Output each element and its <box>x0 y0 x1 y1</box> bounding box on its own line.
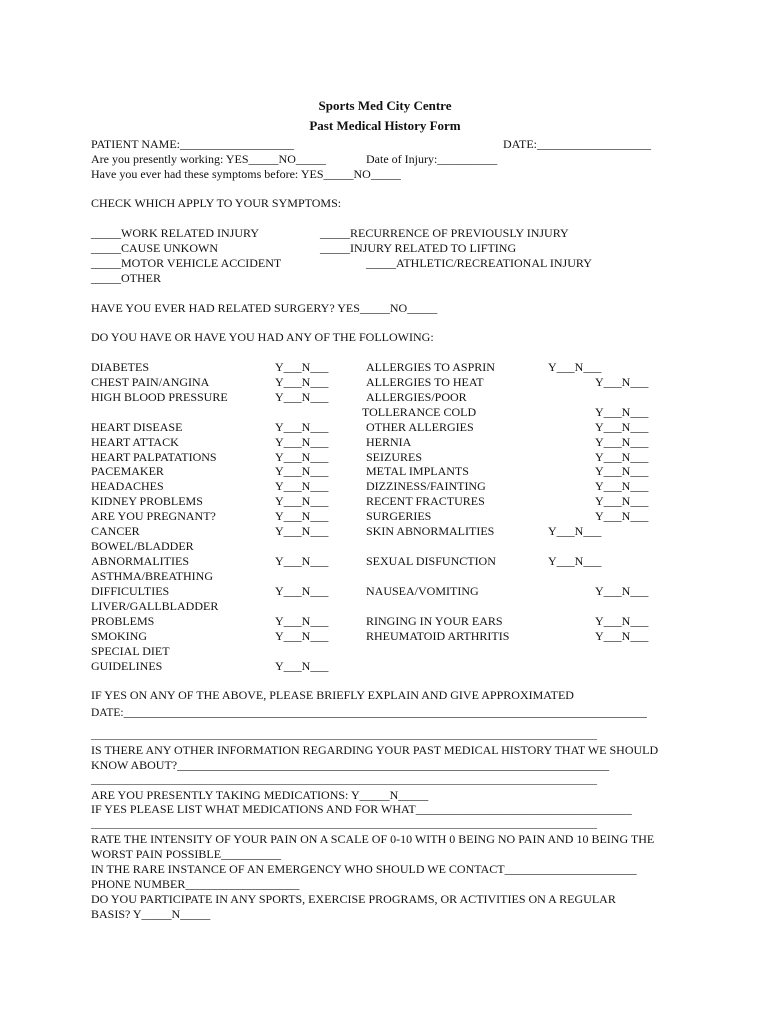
yes-no-field[interactable]: Y___N___ <box>595 614 649 628</box>
date-field[interactable]: DATE:___________________ <box>503 137 651 151</box>
form-title: Past Medical History Form <box>309 118 461 133</box>
yes-no-field[interactable]: Y___N___ <box>595 405 649 419</box>
yes-no-field[interactable]: Y___N___ <box>595 584 649 598</box>
yes-no-field[interactable]: Y___N___ <box>275 659 329 673</box>
condition-label: METAL IMPLANTS <box>366 464 469 478</box>
condition-label: LIVER/GALLBLADDER <box>91 599 219 613</box>
sports-question: DO YOU PARTICIPATE IN ANY SPORTS, EXERCISE PROGRAMS, OR ACTIVITIES ON A REGULAR <box>91 892 616 906</box>
condition-label: OTHER ALLERGIES <box>366 420 474 434</box>
medications-question[interactable]: ARE YOU PRESENTLY TAKING MEDICATIONS: Y_____N_____ <box>91 788 429 802</box>
working-question[interactable]: Are you presently working: YES_____NO_____ <box>91 152 326 166</box>
yes-no-field[interactable]: Y___N___ <box>275 360 329 374</box>
condition-label: SURGERIES <box>366 509 432 523</box>
symptom-option[interactable]: _____OTHER <box>91 271 161 285</box>
yes-no-field[interactable]: Y___N___ <box>275 629 329 643</box>
yes-no-field[interactable]: Y___N___ <box>275 420 329 434</box>
condition-label: SMOKING <box>91 629 148 643</box>
yes-no-field[interactable]: Y___N___ <box>595 435 649 449</box>
condition-label: PROBLEMS <box>91 614 155 628</box>
blank-answer-line[interactable]: ____________________________________________________________________________________________ <box>91 818 597 830</box>
yes-no-field[interactable]: Y___N___ <box>548 524 602 538</box>
pain-scale-question: RATE THE INTENSITY OF YOUR PAIN ON A SCALE OF 0-10 WITH 0 BEING NO PAIN AND 10 BEING THE <box>91 832 655 846</box>
condition-label: ASTHMA/BREATHING <box>91 569 214 583</box>
condition-label: RECENT FRACTURES <box>366 494 485 508</box>
worst-pain-field[interactable]: WORST PAIN POSSIBLE__________ <box>91 847 282 861</box>
condition-label: KIDNEY PROBLEMS <box>91 494 203 508</box>
condition-label: BOWEL/BLADDER <box>91 539 194 553</box>
condition-label: RHEUMATOID ARTHRITIS <box>366 629 510 643</box>
know-about-field[interactable]: KNOW ABOUT?________________________________________________________________________ <box>91 758 610 772</box>
condition-label: RINGING IN YOUR EARS <box>366 614 503 628</box>
clinic-title: Sports Med City Centre <box>318 98 452 113</box>
yes-no-field[interactable]: Y___N___ <box>595 509 649 523</box>
condition-label: HEART PALPATATIONS <box>91 450 217 464</box>
sports-yes-no-field[interactable]: BASIS? Y_____N_____ <box>91 907 211 921</box>
yes-no-field[interactable]: Y___N___ <box>275 614 329 628</box>
symptom-option[interactable]: _____CAUSE UNKOWN <box>91 241 218 255</box>
yes-no-field[interactable]: Y___N___ <box>275 554 329 568</box>
yes-no-field[interactable]: Y___N___ <box>548 360 602 374</box>
condition-label: NAUSEA/VOMITING <box>366 584 479 598</box>
symptom-option[interactable]: _____MOTOR VEHICLE ACCIDENT <box>91 256 282 270</box>
conditions-heading: DO YOU HAVE OR HAVE YOU HAD ANY OF THE FOLLOWING: <box>91 330 434 344</box>
emergency-contact-field[interactable]: IN THE RARE INSTANCE OF AN EMERGENCY WHO SHOULD WE CONTACT______________________ <box>91 862 637 876</box>
yes-no-field[interactable]: Y___N___ <box>275 494 329 508</box>
condition-label: ABNORMALITIES <box>91 554 189 568</box>
yes-no-field[interactable]: Y___N___ <box>275 524 329 538</box>
yes-no-field[interactable]: Y___N___ <box>275 375 329 389</box>
yes-no-field[interactable]: Y___N___ <box>275 509 329 523</box>
symptom-option[interactable]: _____INJURY RELATED TO LIFTING <box>320 241 517 255</box>
condition-label: CANCER <box>91 524 140 538</box>
condition-label: DIABETES <box>91 360 149 374</box>
patient-name-field[interactable]: PATIENT NAME:___________________ <box>91 137 295 151</box>
date-of-injury-field[interactable]: Date of Injury:__________ <box>366 152 498 166</box>
yes-no-field[interactable]: Y___N___ <box>275 450 329 464</box>
condition-label: SEIZURES <box>366 450 423 464</box>
explain-instruction: IF YES ON ANY OF THE ABOVE, PLEASE BRIEFLY EXPLAIN AND GIVE APPROXIMATED <box>91 688 574 702</box>
yes-no-field[interactable]: Y___N___ <box>275 390 329 404</box>
condition-label: ALLERGIES TO ASPRIN <box>366 360 495 374</box>
condition-label: GUIDELINES <box>91 659 163 673</box>
symptoms-heading: CHECK WHICH APPLY TO YOUR SYMPTOMS: <box>91 196 342 210</box>
condition-label: HEADACHES <box>91 479 164 493</box>
condition-label: HERNIA <box>366 435 412 449</box>
condition-label: ARE YOU PREGNANT? <box>91 509 216 523</box>
symptom-option[interactable]: _____WORK RELATED INJURY <box>91 226 259 240</box>
yes-no-field[interactable]: Y___N___ <box>595 464 649 478</box>
yes-no-field[interactable]: Y___N___ <box>275 464 329 478</box>
condition-label: SEXUAL DISFUNCTION <box>366 554 496 568</box>
phone-number-field[interactable]: PHONE NUMBER___________________ <box>91 877 300 891</box>
surgery-question[interactable]: HAVE YOU EVER HAD RELATED SURGERY? YES_____NO_____ <box>91 301 438 315</box>
condition-label: PACEMAKER <box>91 464 164 478</box>
yes-no-field[interactable]: Y___N___ <box>595 494 649 508</box>
condition-label: DIZZINESS/FAINTING <box>366 479 486 493</box>
condition-label: SPECIAL DIET <box>91 644 170 658</box>
condition-label: HIGH BLOOD PRESSURE <box>91 390 228 404</box>
symptoms-before-question[interactable]: Have you ever had these symptoms before: YES_____NO_____ <box>91 167 401 181</box>
condition-label: SKIN ABNORMALITIES <box>366 524 495 538</box>
yes-no-field[interactable]: Y___N___ <box>595 420 649 434</box>
condition-label: HEART DISEASE <box>91 420 183 434</box>
condition-label: ALLERGIES TO HEAT <box>366 375 484 389</box>
yes-no-field[interactable]: Y___N___ <box>275 479 329 493</box>
condition-label: CHEST PAIN/ANGINA <box>91 375 210 389</box>
other-info-question: IS THERE ANY OTHER INFORMATION REGARDING YOUR PAST MEDICAL HISTORY THAT WE SHOULD <box>91 743 659 757</box>
yes-no-field[interactable]: Y___N___ <box>275 584 329 598</box>
condition-label: TOLLERANCE COLD <box>362 405 477 419</box>
symptom-option[interactable]: _____RECURRENCE OF PREVIOUSLY INJURY <box>320 226 569 240</box>
condition-label: HEART ATTACK <box>91 435 179 449</box>
yes-no-field[interactable]: Y___N___ <box>275 435 329 449</box>
list-medications-field[interactable]: IF YES PLEASE LIST WHAT MEDICATIONS AND FOR WHAT____________________________________ <box>91 802 632 816</box>
yes-no-field[interactable]: Y___N___ <box>595 479 649 493</box>
symptom-option[interactable]: _____ATHLETIC/RECREATIONAL INJURY <box>366 256 592 270</box>
yes-no-field[interactable]: Y___N___ <box>548 554 602 568</box>
blank-answer-line[interactable]: ____________________________________________________________________________________________ <box>91 729 597 741</box>
yes-no-field[interactable]: Y___N___ <box>595 629 649 643</box>
blank-answer-line[interactable]: ____________________________________________________________________________________________ <box>91 774 597 786</box>
condition-label: ALLERGIES/POOR <box>366 390 467 404</box>
yes-no-field[interactable]: Y___N___ <box>595 450 649 464</box>
yes-no-field[interactable]: Y___N___ <box>595 375 649 389</box>
condition-label: DIFFICULTIES <box>91 584 170 598</box>
explain-date-line[interactable]: DATE:___________________________________________________________________________________________ <box>91 707 647 719</box>
